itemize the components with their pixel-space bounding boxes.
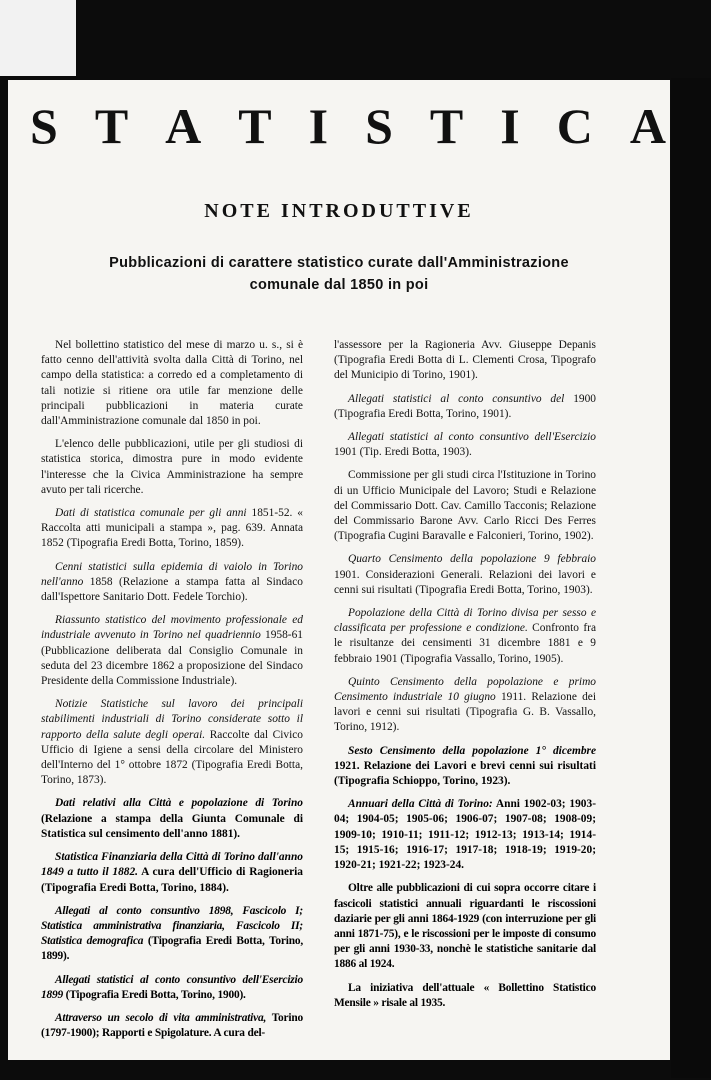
paragraph: Annuari della Città di Torino: Anni 1902-03; 1903-04; 1904-05; 1905-06; 1906-07; 1907-08; 1908-09; 1909-10; 1910-11; 1911-12; 1912-13; 1913-14; 1914-15; 1915-16; 1916-17; 1917-18; 1918-19; 1919-20; 1920-21; 1921-22; 1923-24. [334,798,596,872]
title-letter: I [500,98,520,154]
left-column [41,338,303,1041]
paragraph: L'elenco delle pubblicazioni, utile per gli studiosi di statistica storica, dimostra pure in modo evidente l'interesse che la Civica Amministrazione ha sempre avuto per tali ricerche. [41,438,303,496]
paragraph: Allegati statistici al conto consuntivo dell'Esercizio 1899 (Tipografia Eredi Botta, Torino, 1900). [41,973,303,1001]
document-page [8,80,670,1060]
title-letter: T [429,98,464,154]
scan-dark-edge [671,78,711,1078]
paragraph: Cenni statistici sulla epidemia di vaiolo in Torino nell'anno 1858 (Relazione a stampa fatta al Sindaco dall'Ispettore Sanitario Dott. Fedele Torchio). [41,560,303,604]
page-title [30,98,666,154]
paragraph: l'assessore per la Ragioneria Avv. Giuseppe Depanis (Tipografia Eredi Botta di L. Clementi Crosa, Tipografo del Municipio di Torino, 1901). [334,339,596,382]
paragraph: Dati relativi alla Città e popolazione di Torino (Relazione a stampa della Giunta Comunale di Statistica sul censimento dell'anno 1881). [41,797,303,840]
section-heading-line2: comunale dal 1850 in poi [249,277,429,293]
paragraph: Dati di statistica comunale per gli anni 1851-52. « Raccolta atti municipali a stampa », pag. 639. Annata 1852 (Tipografia Eredi Botta, Torino, 1859). [41,507,303,550]
paragraph: Allegati statistici al conto consuntivo del 1900 (Tipografia Eredi Botta, Torino, 1901). [334,392,596,420]
section-subtitle: NOTE INTRODUTTIVE [204,200,474,222]
paragraph: Attraverso un secolo di vita amministrativa, Torino (1797-1900); Rapporti e Spigolature. A cura del- [41,1011,304,1040]
paragraph: Quarto Censimento della popolazione 9 febbraio 1901. Considerazioni Generali. Relazioni dei lavori e cenni sui risultati (Tipografia Eredi Botta, Torino, 1903). [334,553,596,596]
page-corner-margin [0,0,76,76]
paragraph: Allegati statistici al conto consuntivo dell'Esercizio 1901 (Tip. Eredi Botta, 1903). [334,431,596,459]
right-column [334,338,596,1011]
paragraph: Oltre alle pubblicazioni di cui sopra occorre citare i fascicoli statistici annuali riguardanti le riscossioni daziarie per gli anni 1864-1929 (con interruzione per gli anni 1871-75), e le riscossioni per le imposte di consumo per gli anni 1930-33, nonchè le statistiche sanitarie dal 1886 al 1924. [334,882,596,971]
title-letter: A [629,98,666,154]
paragraph: Popolazione della Città di Torino divisa per sesso e classificata per professione e condizione. Confronto fra le risultanze dei censimenti 31 dicembre 1881 e 9 febbraio 1901 (Tipografia Vassallo, Torino, 1905). [334,607,596,665]
title-letter: I [308,98,329,154]
title-letter: T [238,98,272,154]
paragraph: Statistica Finanziaria della Città di Torino dall'anno 1849 a tutto il 1882. A cura dell'Ufficio di Ragioneria (Tipografia Eredi Botta, Torino, 1884). [41,851,303,894]
paragraph: La iniziativa dell'attuale « Bollettino Statistico Mensile » risale al 1935. [334,981,596,1009]
section-heading-line1: Pubblicazioni di carattere statistico curate dall'Amministrazione [109,255,569,271]
title-letter: S [30,98,58,154]
title-letter: A [165,98,202,154]
paragraph: Commissione per gli studi circa l'Istituzione in Torino di un Ufficio Municipale del Lavoro; Studi e Relazione del Commissario Dott. Cav. Camillo Tacconis; Relazione del Commissario Barone Avv. Carlo Ricci Des Ferres (Tipografia Cugini Baravalle e Falconieri, Torino, 1902). [334,469,596,543]
section-heading [38,252,640,296]
paragraph: Nel bollettino statistico del mese di marzo u. s., si è fatto cenno dell'attività svolta dalla Città di Torino, nel campo della statistica: a corredo ed a completamento di tali notizie si ritiene ora utile far menzione delle principali pubblicazioni in materia curate dall'Amministrazione comunale dal 1850 in poi. [41,339,303,428]
paragraph: Notizie Statistiche sul lavoro dei principali stabilimenti industriali di Torino considerate sotto il rapporto della salute degli operai. Raccolte dal Civico Ufficio di Igiene a sensi della circolare del Ministero dell'Interno del 1° ottobre 1872 (Tipografia Eredi Botta, Torino, 1873). [41,698,303,787]
title-letter: T [94,98,129,154]
title-letter: S [365,98,393,154]
paragraph: Quinto Censimento della popolazione e primo Censimento industriale 10 giugno 1911. Relazione dei lavori e cenni sui risultati (Tipografia G. B. Vassallo, Torino, 1912). [334,675,596,734]
paragraph: Sesto Censimento della popolazione 1° dicembre 1921. Relazione dei Lavori e brevi cenni sui risultati (Tipografia Schioppo, Torino, 1923). [334,744,596,788]
paragraph: Allegati al conto consuntivo 1898, Fascicolo I; Statistica amministrativa finanziaria, Fascicolo II; Statistica demografica (Tipografia Eredi Botta, Torino, 1899). [41,904,303,963]
title-letter: C [556,98,593,154]
paragraph: Riassunto statistico del movimento professionale ed industriale avvenuto in Torino nel quadriennio 1958-61 (Pubblicazione deliberata dal Consiglio Comunale in seduta del 23 dicembre 1862 a proposizione del Sindaco Presidente della Commissione Industriale). [41,614,303,688]
